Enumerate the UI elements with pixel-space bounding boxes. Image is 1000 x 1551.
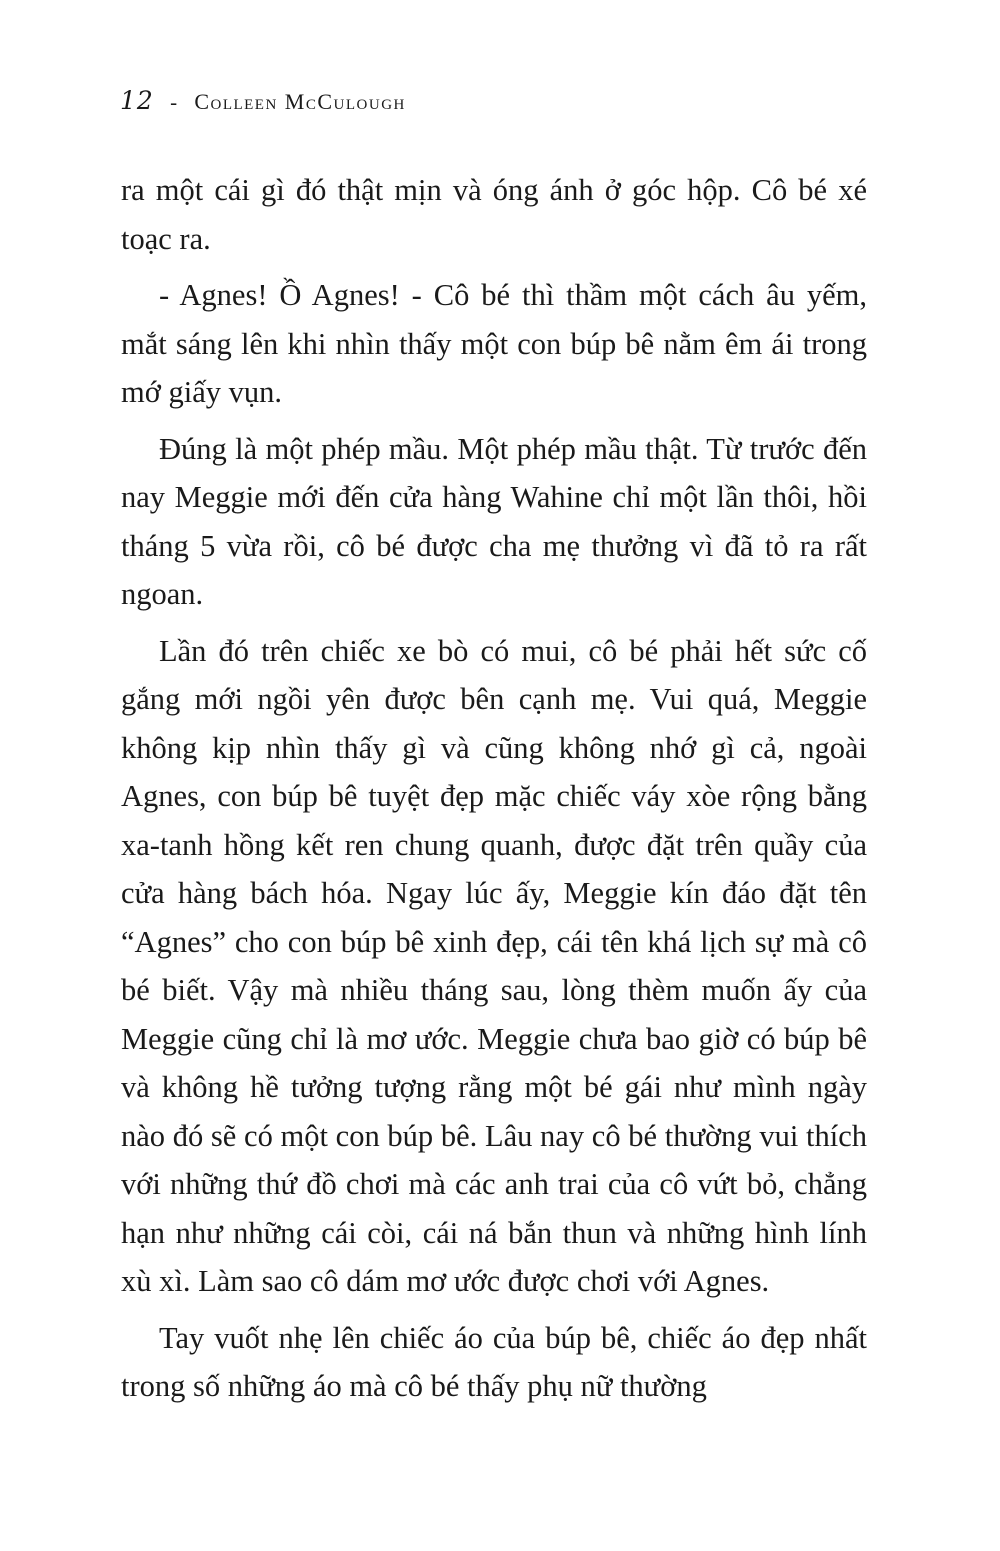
paragraph-4: Lần đó trên chiếc xe bò có mui, cô bé phải hết sức cố gắng mới ngồi yên được bên cạnh mẹ. Vui quá, Meggie không kịp nhìn thấy gì và cũng không nhớ gì cả, ngoài Agnes, con búp bê tuyệt đẹp mặc chiếc váy xòe rộng bằng xa-tanh hồng kết ren chung quanh, được đặt trên quầy của cửa hàng bách hóa. Ngay lúc ấy, Meggie kín đáo đặt tên “Agnes” cho con búp bê xinh đẹp, cái tên khá lịch sự mà cô bé biết. Vậy mà nhiều tháng sau, lòng thèm muốn ấy của Meggie cũng chỉ là mơ ước. Meggie chưa bao giờ có búp bê và không hề tưởng tượng rằng một bé gái như mình ngày nào đó sẽ có một con búp bê. Lâu nay cô bé thường vui thích với những thứ đồ chơi mà các anh trai của cô vứt bỏ, chẳng hạn như những cái còi, cái ná bắn thun và những hình lính xù xì. Làm sao cô dám mơ ước được chơi với Agnes. <box>121 633 867 1298</box>
running-header <box>120 86 406 115</box>
author-name: Colleen McCulough <box>194 89 406 114</box>
paragraph-3: Đúng là một phép mầu. Một phép mầu thật. Từ trước đến nay Meggie mới đến cửa hàng Wahine chỉ một lần thôi, hồi tháng 5 vừa rồi, cô bé được cha mẹ thưởng vì đã tỏ ra rất ngoan. <box>121 431 867 611</box>
paragraph-2: - Agnes! Ồ Agnes! - Cô bé thì thầm một cách âu yếm, mắt sáng lên khi nhìn thấy một con búp bê nằm êm ái trong mớ giấy vụn. <box>121 278 867 409</box>
header-separator: - <box>170 90 179 114</box>
page-number: 12 <box>120 86 154 115</box>
body-text <box>121 166 867 1411</box>
paragraph-5: Tay vuốt nhẹ lên chiếc áo của búp bê, chiếc áo đẹp nhất trong số những áo mà cô bé thấy phụ nữ thường <box>121 1320 867 1403</box>
paragraph-1: ra một cái gì đó thật mịn và óng ánh ở góc hộp. Cô bé xé toạc ra. <box>121 173 867 256</box>
